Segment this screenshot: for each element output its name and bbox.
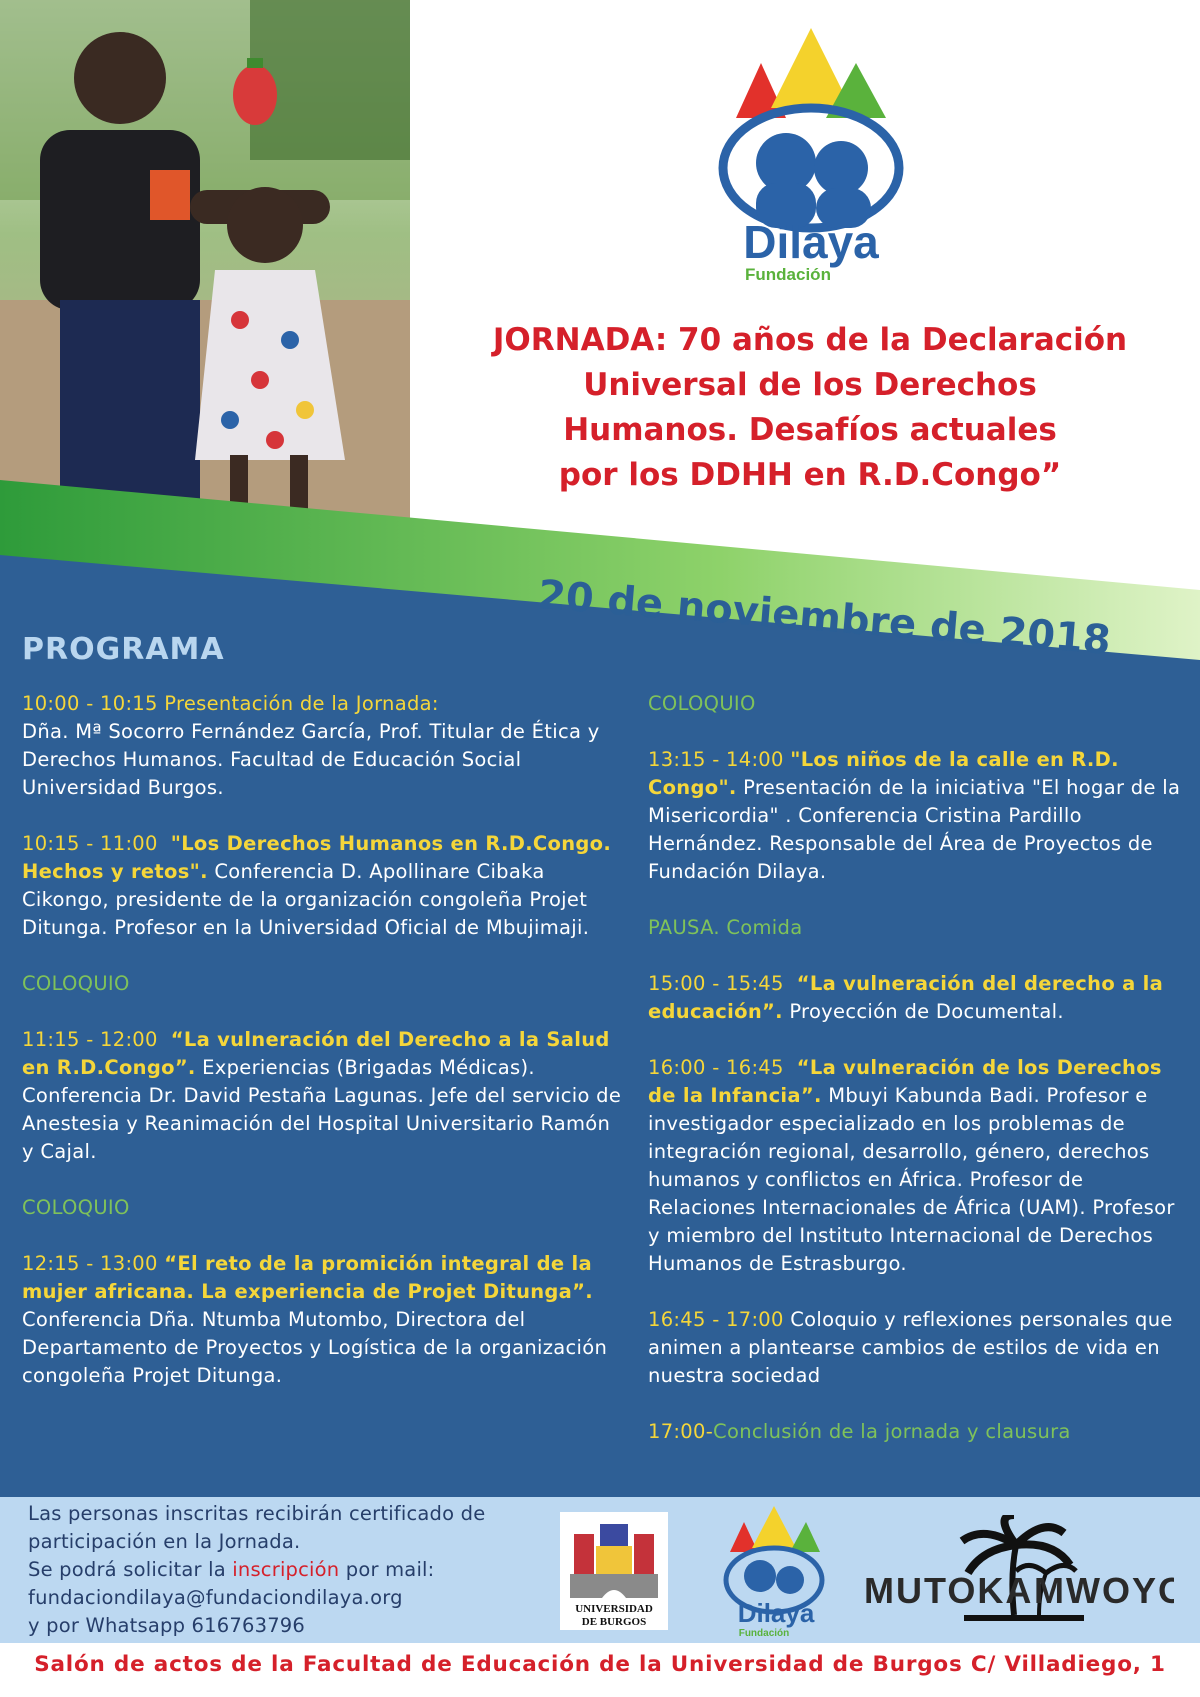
program-right-column: [648, 690, 1188, 1474]
whatsapp-line: y por Whatsapp 616763796: [28, 1614, 306, 1637]
item-text: Conclusión de la jornada y clausura: [713, 1420, 1071, 1443]
item-time: 16:00 - 16:45: [648, 1056, 784, 1079]
item-highlight: “La vulneración del Derecho a la Salud en R.D.Congo”.: [22, 1028, 610, 1079]
event-date: 20 de noviembre de 2018: [536, 572, 1113, 664]
program-item: [648, 1418, 1188, 1446]
title-line-2: Universal de los Derechos: [583, 367, 1037, 403]
program-item: [22, 1250, 622, 1390]
item-time: 15:00 - 15:45: [648, 972, 784, 995]
coloquio-label: COLOQUIO: [22, 1196, 130, 1219]
item-time: 12:15 - 13:00: [22, 1252, 158, 1275]
item-time: 16:45 - 17:00: [648, 1308, 784, 1331]
program-item: [22, 690, 622, 802]
item-text: Presentación de la iniciativa "El hogar de la Misericordia" . Conferencia Cristina Pardillo Hernández. Responsable del Área de Proyectos de Fundación Dilaya.: [648, 776, 1181, 883]
item-text: Experiencias (Brigadas Médicas). Conferencia Dr. David Pestaña Lagunas. Jefe del servicio de Anestesia y Reanimación del Hospital Universitario Ramón y Cajal.: [22, 1056, 622, 1163]
title-line-1: JORNADA: 70 años de la Declaración: [492, 322, 1128, 358]
program-left-column: [22, 690, 622, 1418]
item-highlight: “El reto de la promición integral de la mujer africana. La experiencia de Projet Ditunga”.: [22, 1252, 593, 1303]
mutoka-mwoyo-logo: [864, 1515, 1174, 1630]
dilaya-logo: [716, 18, 906, 288]
logo-subtitle: Fundación: [745, 265, 831, 284]
svg-text:Fundación: Fundación: [738, 1628, 790, 1639]
item-time: 17:00-: [648, 1420, 714, 1443]
item-text: Coloquio y reflexiones personales que animen a plantearse cambios de estilos de vida en nuestra sociedad: [648, 1308, 1173, 1387]
coloquio-label: COLOQUIO: [648, 692, 756, 715]
svg-text:DE BURGOS: DE BURGOS: [581, 1616, 647, 1628]
registration-info: [28, 1500, 588, 1640]
coloquio-label: COLOQUIO: [22, 972, 130, 995]
program-item: [648, 746, 1188, 886]
title-line-4: por los DDHH en R.D.Congo”: [558, 457, 1062, 493]
svg-text:MWOYO: MWOYO: [1034, 1570, 1174, 1611]
item-text: Conferencia Dña. Ntumba Mutombo, Directora del Departamento de Proyectos y Logística de la organización congoleña Projet Ditunga.: [22, 1308, 608, 1387]
item-highlight: “La vulneración del derecho a la educación”.: [648, 972, 1164, 1023]
svg-text:MUTOKA: MUTOKA: [864, 1570, 1034, 1611]
svg-text:Dilaya: Dilaya: [737, 1598, 815, 1628]
item-time: 10:15 - 11:00: [22, 832, 158, 855]
program-item: [22, 830, 622, 942]
item-text: Mbuyi Kabunda Badi. Profesor e investigador especializado en los problemas de integración regional, desarrollo, género, derechos humanos y conflictos en África. Profesor de Relaciones Internacionales de África (UAM). Profesor y miembro del Instituto Internacional de Derechos Humanos de Estrasburgo.: [648, 1084, 1175, 1275]
program-item: [648, 1306, 1188, 1390]
programa-heading: PROGRAMA: [22, 632, 225, 667]
inscripcion-word: inscripción: [232, 1558, 340, 1581]
pausa-label: PAUSA. Comida: [648, 916, 803, 939]
program-item: [648, 1054, 1188, 1278]
item-highlight: "Los niños de la calle en R.D. Congo".: [648, 748, 1119, 799]
logo-brand: Dilaya: [743, 216, 879, 268]
item-text: Proyección de Documental.: [789, 1000, 1064, 1023]
svg-text:UNIVERSIDAD: UNIVERSIDAD: [575, 1603, 653, 1615]
venue-address: Salón de actos de la Facultad de Educación de la Universidad de Burgos C/ Villadiego, 1: [34, 1652, 1166, 1677]
item-highlight: "Los Derechos Humanos en R.D.Congo. Hechos y retos".: [22, 832, 612, 883]
dilaya-logo-small: [720, 1500, 828, 1640]
item-highlight: “La vulneración de los Derechos de la Infancia”.: [648, 1056, 1162, 1107]
item-time: 13:15 - 14:00: [648, 748, 784, 771]
item-time: 11:15 - 12:00: [22, 1028, 158, 1051]
event-title: [450, 318, 1170, 498]
email-address: fundaciondilaya@fundaciondilaya.org: [28, 1586, 403, 1609]
item-text: Dña. Mª Socorro Fernández García, Prof. Titular de Ética y Derechos Humanos. Facultad de Educación Social Universidad Burgos.: [22, 720, 600, 799]
universidad-burgos-logo: [560, 1512, 668, 1630]
info-line: participación en la Jornada.: [28, 1530, 301, 1553]
info-line: Se podrá solicitar la inscripción por mail:: [28, 1558, 435, 1581]
program-item: [648, 970, 1188, 1026]
info-line: Las personas inscritas recibirán certificado de: [28, 1502, 486, 1525]
item-text: Conferencia D. Apollinare Cibaka Cikongo, presidente de la organización congoleña Projet Ditunga. Profesor en la Universidad Oficial de Mbujimaji.: [22, 860, 590, 939]
children-photo: [0, 0, 410, 520]
title-line-3: Humanos. Desafíos actuales: [563, 412, 1057, 448]
program-item: [22, 1026, 622, 1166]
item-time: 10:00 - 10:15 Presentación de la Jornada:: [22, 692, 439, 715]
